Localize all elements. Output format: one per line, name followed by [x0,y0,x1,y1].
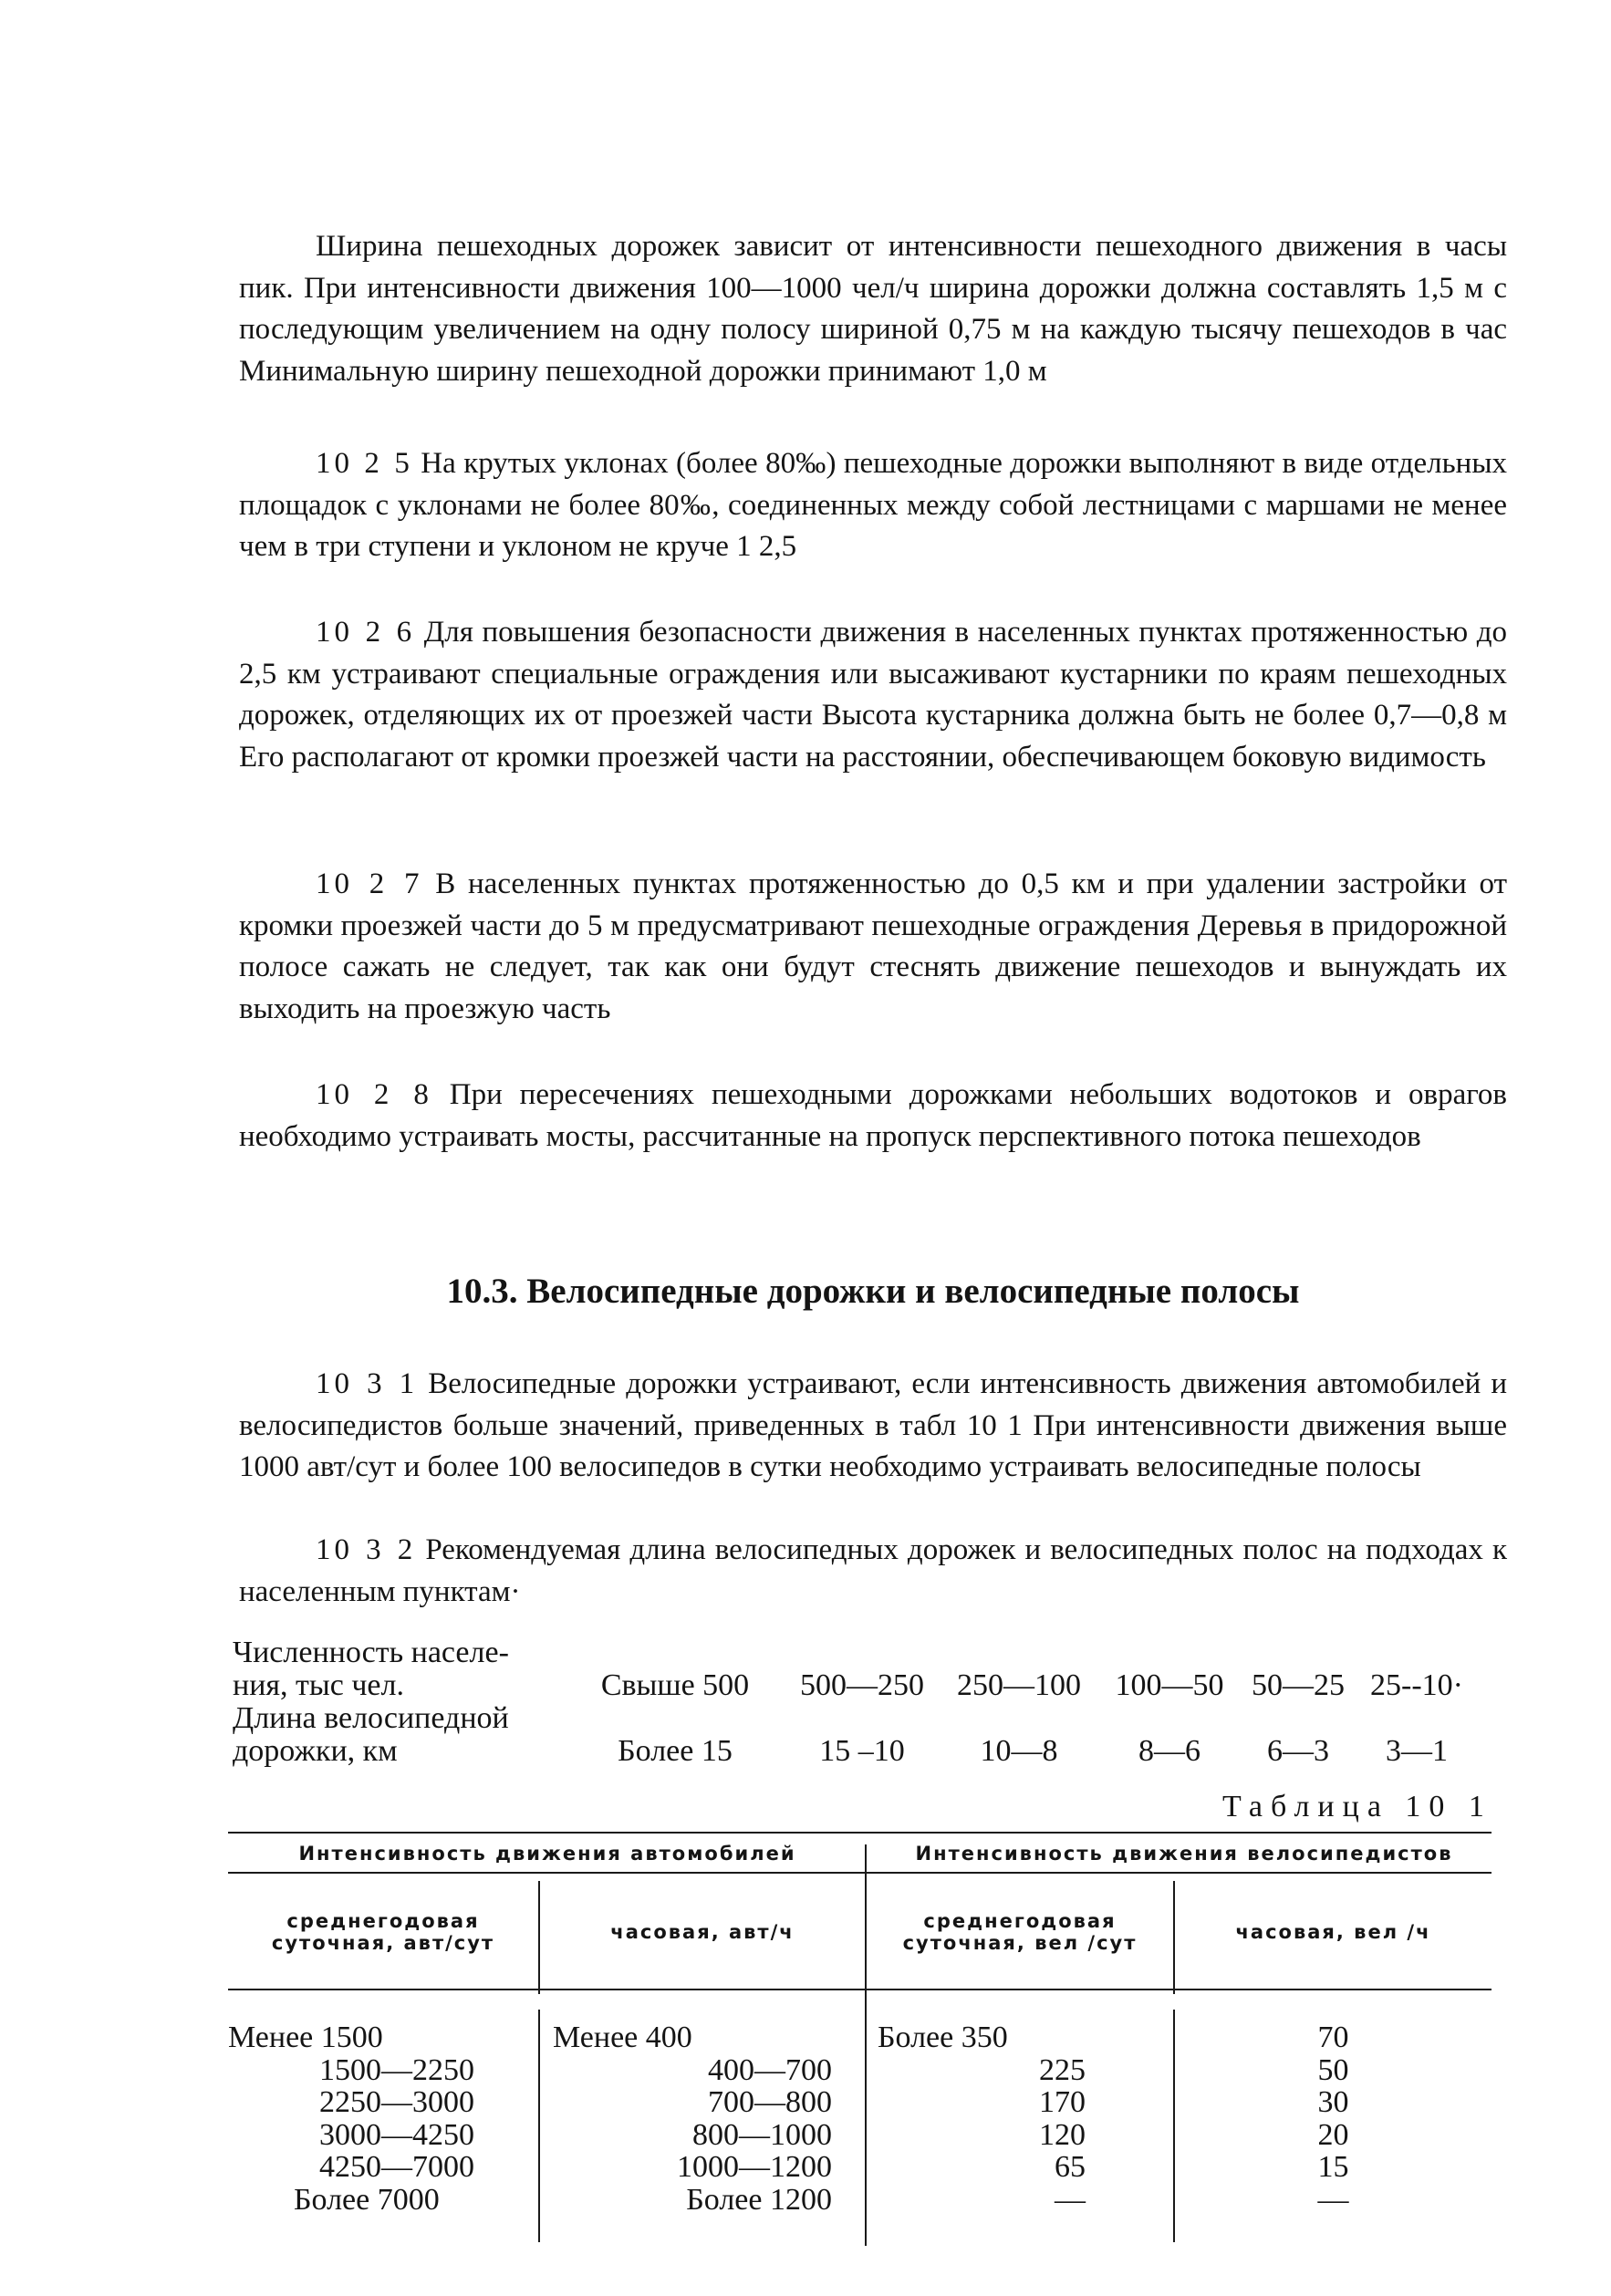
clause-number: 10 2 5 [316,447,413,480]
population-value: 25--10· [1370,1668,1463,1702]
header-car-hourly: часовая, авт/ч [610,1921,795,1943]
column-car-daily [228,2021,474,2216]
length-value: 10—8 [980,1734,1058,1768]
paragraph-10-2-5 [239,443,1507,568]
length-value: 15 –10 [819,1734,905,1768]
clause-number: 10 2 6 [316,616,416,649]
table-cell: 800—1000 [692,2117,832,2152]
paragraph-text: В населенных пунктах протяженностью до 0,5 км и при удалении застройки от кромки проезжей части до 5 м предусматривают пешеходные ограждения Деревья в придорожной полосе сажать не следует, так как они будут стеснять движение пешеходов и вынуждать их выходить на проезжую часть [239,867,1507,1025]
paragraph-text: При пересечениях пешеходными дорожками небольших водотоков и оврагов необходимо устраивать мосты, рассчитанные на пропуск перспективного потока пешеходов [239,1078,1508,1153]
header-bottom-rule [228,1989,1491,1990]
table-cell: 4250—7000 [319,2150,474,2184]
table-top-rule [228,1832,1491,1834]
clause-number: 10 2 8 [316,1078,432,1111]
header-line: суточная, авт/сут [271,1932,495,1954]
population-label-line1: Численность населе- [233,1636,509,1669]
column-divider [538,2010,540,2242]
table-cell: 1000—1200 [677,2150,832,2184]
paragraph-10-3-2 [239,1530,1507,1613]
group-divider [865,1844,867,2246]
paragraph-10-2-6 [239,612,1507,778]
column-bicycle-hourly [1175,2021,1491,2216]
header-line: среднегодовая [286,1910,480,1932]
header-car-daily [228,1910,538,1954]
table-cell: Менее 400 [553,2021,692,2054]
population-value: 50—25 [1252,1668,1345,1702]
table-cell: 120 [1039,2117,1086,2152]
section-title: 10.3. Велосипедные дорожки и велосипедные полосы [446,1272,1300,1311]
table-cell: 700—800 [708,2085,832,2119]
paragraph-text: Рекомендуемая длина велосипедных дорожек и велосипедных полос на подходах к населенным пунктам· [239,1533,1508,1608]
header-bicycle-intensity: Интенсивность движения велосипедистов [915,1843,1453,1865]
table-cell: — [1055,2182,1086,2217]
population-value: 250—100 [957,1668,1081,1702]
population-label-line2: ния, тыс чел. [233,1668,404,1702]
table-cell: 30 [1317,2085,1349,2119]
table-cell: Более 350 [878,2021,1008,2054]
length-value: 3—1 [1386,1734,1448,1768]
clause-number: 10 2 7 [316,867,423,900]
paragraph-text: На крутых уклонах (более 80‰) пешеходные дорожки выполняют в виде отдельных площадок с уклонами не более 80‰, соединенных между собой лестницами с маршами не менее чем в три ступени и уклоном не круче 1 2,5 [239,447,1507,563]
header-car-intensity: Интенсивность движения автомобилей [298,1843,796,1865]
table-cell: 2250—3000 [319,2085,474,2119]
table-cell: 70 [1317,2021,1349,2054]
table-cell: 400—700 [708,2052,832,2087]
length-value: Более 15 [618,1734,733,1768]
paragraph-text: Велосипедные дорожки устраивают, если интенсивность движения автомобилей и велосипедистов больше значений, приведенных в табл 10 1 При интенсивности движения выше 1000 авт/сут и более 100 велосипедов в сутки необходимо устраивать велосипедные полосы [239,1367,1508,1483]
table-cell: 170 [1039,2085,1086,2119]
table-cell: Менее 1500 [228,2021,383,2054]
paragraph-text: Для повышения безопасности движения в населенных пунктах протяженностью до 2,5 км устраивают специальные ограждения или высаживают кустарники по краям пешеходных дорожек, отделяющих их от проезжей части Высота кустарника должна быть не более 0,7—0,8 м Его располагают от кромки проезжей части на расстоянии, обеспечивающем боковую видимость [239,616,1508,774]
table-cell: 1500—2250 [319,2052,474,2087]
length-value: 8—6 [1138,1734,1200,1768]
table-cell: 20 [1317,2117,1349,2152]
table-cell: 65 [1055,2150,1086,2184]
header-line: среднегодовая [923,1910,1117,1932]
table-caption: Таблица 10 1 [1222,1790,1492,1823]
group-header-rule [228,1872,1491,1874]
table-cell: Более 1200 [686,2182,832,2217]
length-label-line2: дорожки, км [233,1734,398,1768]
paragraph-pedestrian-width [239,226,1507,392]
paragraph-10-2-8 [239,1075,1507,1158]
table-cell: 3000—4250 [319,2117,474,2152]
population-value: 500—250 [800,1668,924,1702]
table-cell: 15 [1317,2150,1349,2184]
length-value: 6—3 [1267,1734,1329,1768]
header-bicycle-hourly: часовая, вел /ч [1235,1921,1431,1943]
population-value: 100—50 [1115,1668,1224,1702]
table-cell: 50 [1317,2052,1349,2087]
paragraph-text: Ширина пешеходных дорожек зависит от интенсивности пешеходного движения в часы пик. При интенсивности движения 100—1000 чел/ч ширина дорожки должна составлять 1,5 м с последующим увеличением на одну полосу шириной 0,75 м на каждую тысячу пешеходов в час Минимальную ширину пешеходной дорожки принимают 1,0 м [239,230,1507,388]
column-bicycle-daily [878,2021,1086,2216]
population-value: Свыше 500 [600,1668,750,1702]
paragraph-10-3-1 [239,1364,1507,1489]
table-cell: 225 [1039,2052,1086,2087]
paragraph-10-2-7 [239,864,1507,1030]
length-label-line1: Длина велосипедной [233,1701,509,1735]
clause-number: 10 3 1 [316,1367,419,1400]
clause-number: 10 3 2 [316,1533,417,1566]
table-cell: Более 7000 [294,2182,440,2217]
column-car-hourly [553,2021,832,2216]
header-bicycle-daily [867,1910,1173,1954]
table-10-1 [228,1832,1491,2251]
table-cell: — [1317,2182,1349,2217]
header-line: суточная, вел /сут [902,1932,1138,1954]
